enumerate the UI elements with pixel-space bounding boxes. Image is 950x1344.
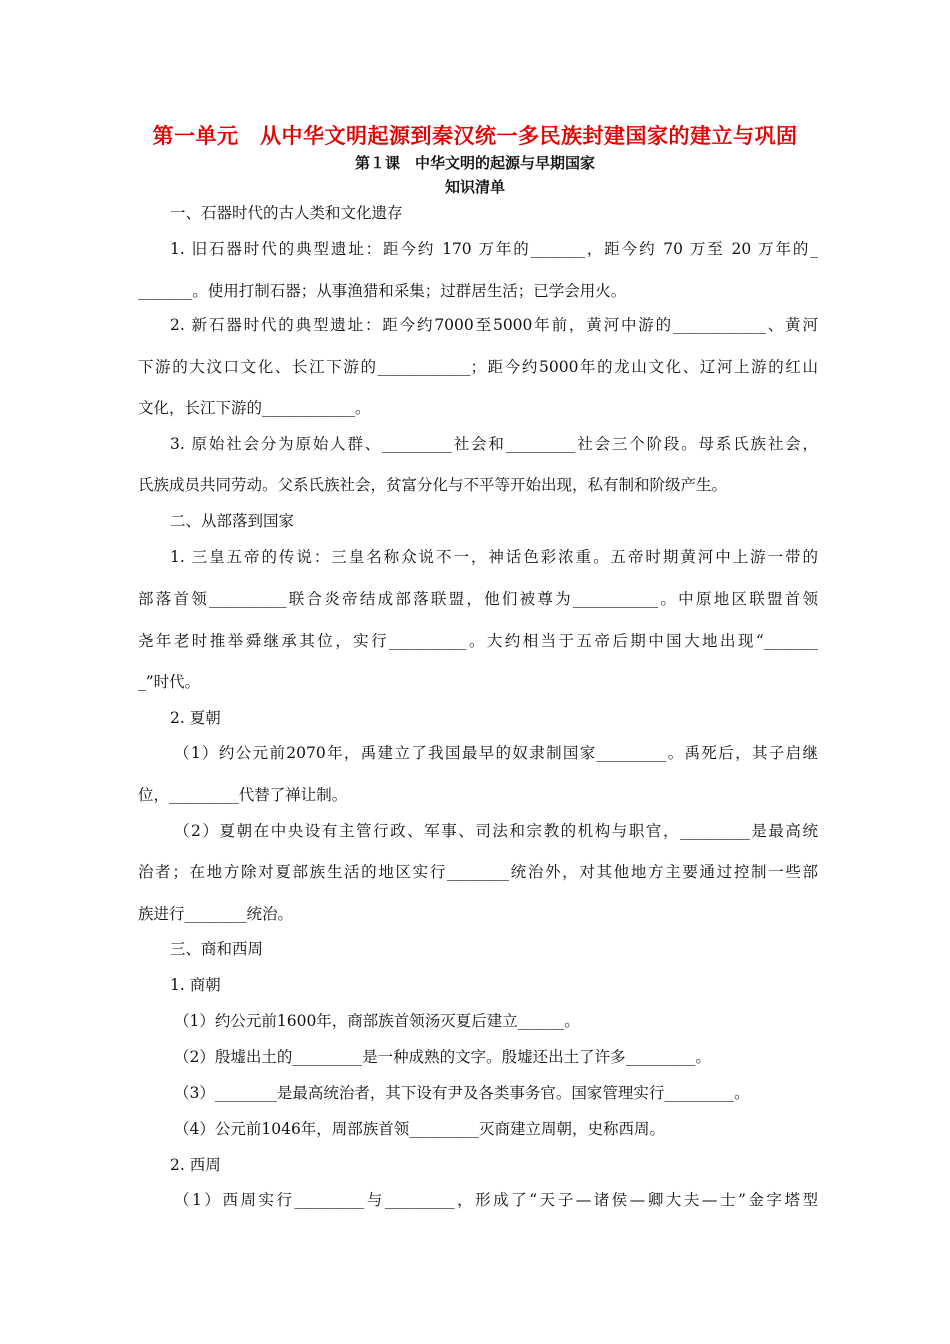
paragraph-line: 3. 原始社会分为原始人群、_________社会和_________社会三个阶段。母系氏族社会， xyxy=(170,435,818,453)
paragraph-line: （3）________是最高统治者，其下设有尹及各类事务官。国家管理实行_________。 xyxy=(174,1084,750,1102)
paragraph-line: 1. 旧石器时代的典型遗址：距今约 170 万年的_______，距今约 70 万至 20 万年的_ xyxy=(170,240,818,258)
subsection-heading: 2. 西周 xyxy=(170,1156,221,1174)
paragraph-line: 部落首领__________联合炎帝结成部落联盟，他们被尊为___________。中原地区联盟首领 xyxy=(138,590,818,608)
paragraph-line: （4）公元前1046年，周部族首领_________灭商建立周朝，史称西周。 xyxy=(174,1120,666,1138)
lesson-title: 第１课 中华文明的起源与早期国家 xyxy=(354,154,595,172)
section-heading: 三、商和西周 xyxy=(170,940,264,958)
paragraph-line: 1. 三皇五帝的传说：三皇名称众说不一，神话色彩浓重。五帝时期黄河中上游一带的 xyxy=(170,548,818,566)
paragraph-line: _”时代。 xyxy=(138,673,201,691)
subsection-heading: 1. 商朝 xyxy=(170,976,221,994)
paragraph-line: （1）约公元前1600年，商部族首领汤灭夏后建立______。 xyxy=(174,1012,580,1030)
paragraph-line: 2. 新石器时代的典型遗址：距今约7000至5000年前，黄河中游的____________、黄河 xyxy=(170,316,818,334)
paragraph-line: （1）西周实行_________与_________，形成了“天子—诸侯—卿大夫—士”金字塔型 xyxy=(174,1191,818,1209)
paragraph-line: （2）殷墟出土的_________是一种成熟的文字。殷墟还出土了许多_________。 xyxy=(174,1048,711,1066)
paragraph-line: 氏族成员共同劳动。父系氏族社会，贫富分化与不平等开始出现，私有制和阶级产生。 xyxy=(138,476,728,494)
paragraph-line: 尧年老时推举舜继承其位，实行__________。大约相当于五帝后期中国大地出现“_______ xyxy=(138,632,818,650)
paragraph-line: 文化，长江下游的____________。 xyxy=(138,399,371,417)
paragraph-line: 位，_________代替了禅让制。 xyxy=(138,786,348,804)
subsection-heading: 2. 夏朝 xyxy=(170,709,221,727)
section-heading: 一、石器时代的古人类和文化遗存 xyxy=(170,204,403,222)
unit-title: 第一单元 从中华文明起源到秦汉统一多民族封建国家的建立与巩固 xyxy=(152,124,798,148)
paragraph-line: _______。使用打制石器；从事渔猎和采集；过群居生活；已学会用火。 xyxy=(138,282,627,300)
paragraph-line: （2）夏朝在中央设有主管行政、军事、司法和宗教的机构与职官，_________是最高统 xyxy=(174,822,818,840)
paragraph-line: （1）约公元前2070年，禹建立了我国最早的奴隶制国家_________。禹死后，其子启继 xyxy=(174,744,818,762)
section-label: 知识清单 xyxy=(444,178,505,196)
paragraph-line: 治者；在地方除对夏部族生活的地区实行________统治外，对其他地方主要通过控制一些部 xyxy=(138,863,818,881)
paragraph-line: 下游的大汶口文化、长江下游的____________；距今约5000年的龙山文化、辽河上游的红山 xyxy=(138,358,818,376)
section-heading: 二、从部落到国家 xyxy=(170,512,295,530)
paragraph-line: 族进行________统治。 xyxy=(138,905,294,923)
